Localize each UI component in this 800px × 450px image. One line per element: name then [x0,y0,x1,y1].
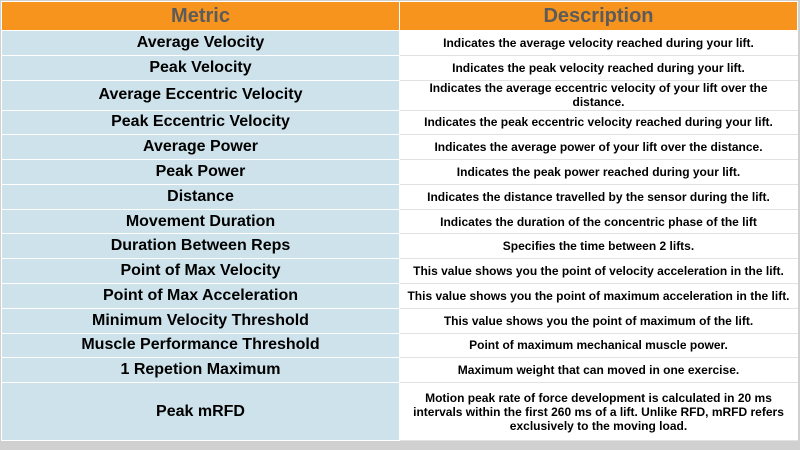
metric-description: Specifies the time between 2 lifts. [400,234,798,259]
metric-name: Average Eccentric Velocity [2,80,400,110]
metric-description: Indicates the average velocity reached during your lift. [400,31,798,56]
metric-description: Indicates the average power of your lift over the distance. [400,135,798,160]
metric-description: This value shows you the point of maximum acceleration in the lift. [400,283,798,308]
table-row [2,160,798,185]
metric-name: Movement Duration [2,209,400,234]
metric-description: Indicates the average eccentric velocity of your lift over the distance. [400,80,798,110]
metric-description: This value shows you the point of maximum of the lift. [400,308,798,333]
table-row [2,80,798,110]
metric-name: Distance [2,184,400,209]
metric-name: Point of Max Velocity [2,259,400,284]
table-header-row [2,2,798,31]
table-row [2,184,798,209]
table-row [2,333,798,358]
metric-description: Indicates the peak eccentric velocity reached during your lift. [400,110,798,135]
table-row [2,358,798,383]
metric-name: Peak mRFD [2,383,400,441]
metric-description: This value shows you the point of velocity acceleration in the lift. [400,259,798,284]
table-row [2,259,798,284]
metric-name: Peak Power [2,160,400,185]
table-row [2,209,798,234]
table-row [2,110,798,135]
metric-description: Point of maximum mechanical muscle power. [400,333,798,358]
metric-description: Indicates the peak velocity reached during your lift. [400,55,798,80]
table-row [2,308,798,333]
metric-description: Indicates the distance travelled by the sensor during the lift. [400,184,798,209]
table-row [2,55,798,80]
table-row [2,135,798,160]
metrics-table [1,1,798,441]
metric-name: Duration Between Reps [2,234,400,259]
metric-name: Average Power [2,135,400,160]
metric-description: Motion peak rate of force development is calculated in 20 ms intervals within the first 260 ms of a lift. Unlike RFD, mRFD refers exclusively to the moving load. [400,383,798,441]
metric-name: 1 Repetion Maximum [2,358,400,383]
metric-description: Maximum weight that can moved in one exercise. [400,358,798,383]
metric-name: Peak Velocity [2,55,400,80]
metric-name: Peak Eccentric Velocity [2,110,400,135]
metric-name: Point of Max Acceleration [2,283,400,308]
table-row [2,383,798,441]
metric-name: Average Velocity [2,31,400,56]
description-column-header: Description [400,2,798,31]
table-row [2,283,798,308]
metric-description: Indicates the duration of the concentric phase of the lift [400,209,798,234]
table-row [2,234,798,259]
metric-name: Minimum Velocity Threshold [2,308,400,333]
metric-name: Muscle Performance Threshold [2,333,400,358]
metric-column-header: Metric [2,2,400,31]
table-row [2,31,798,56]
metric-description: Indicates the peak power reached during your lift. [400,160,798,185]
